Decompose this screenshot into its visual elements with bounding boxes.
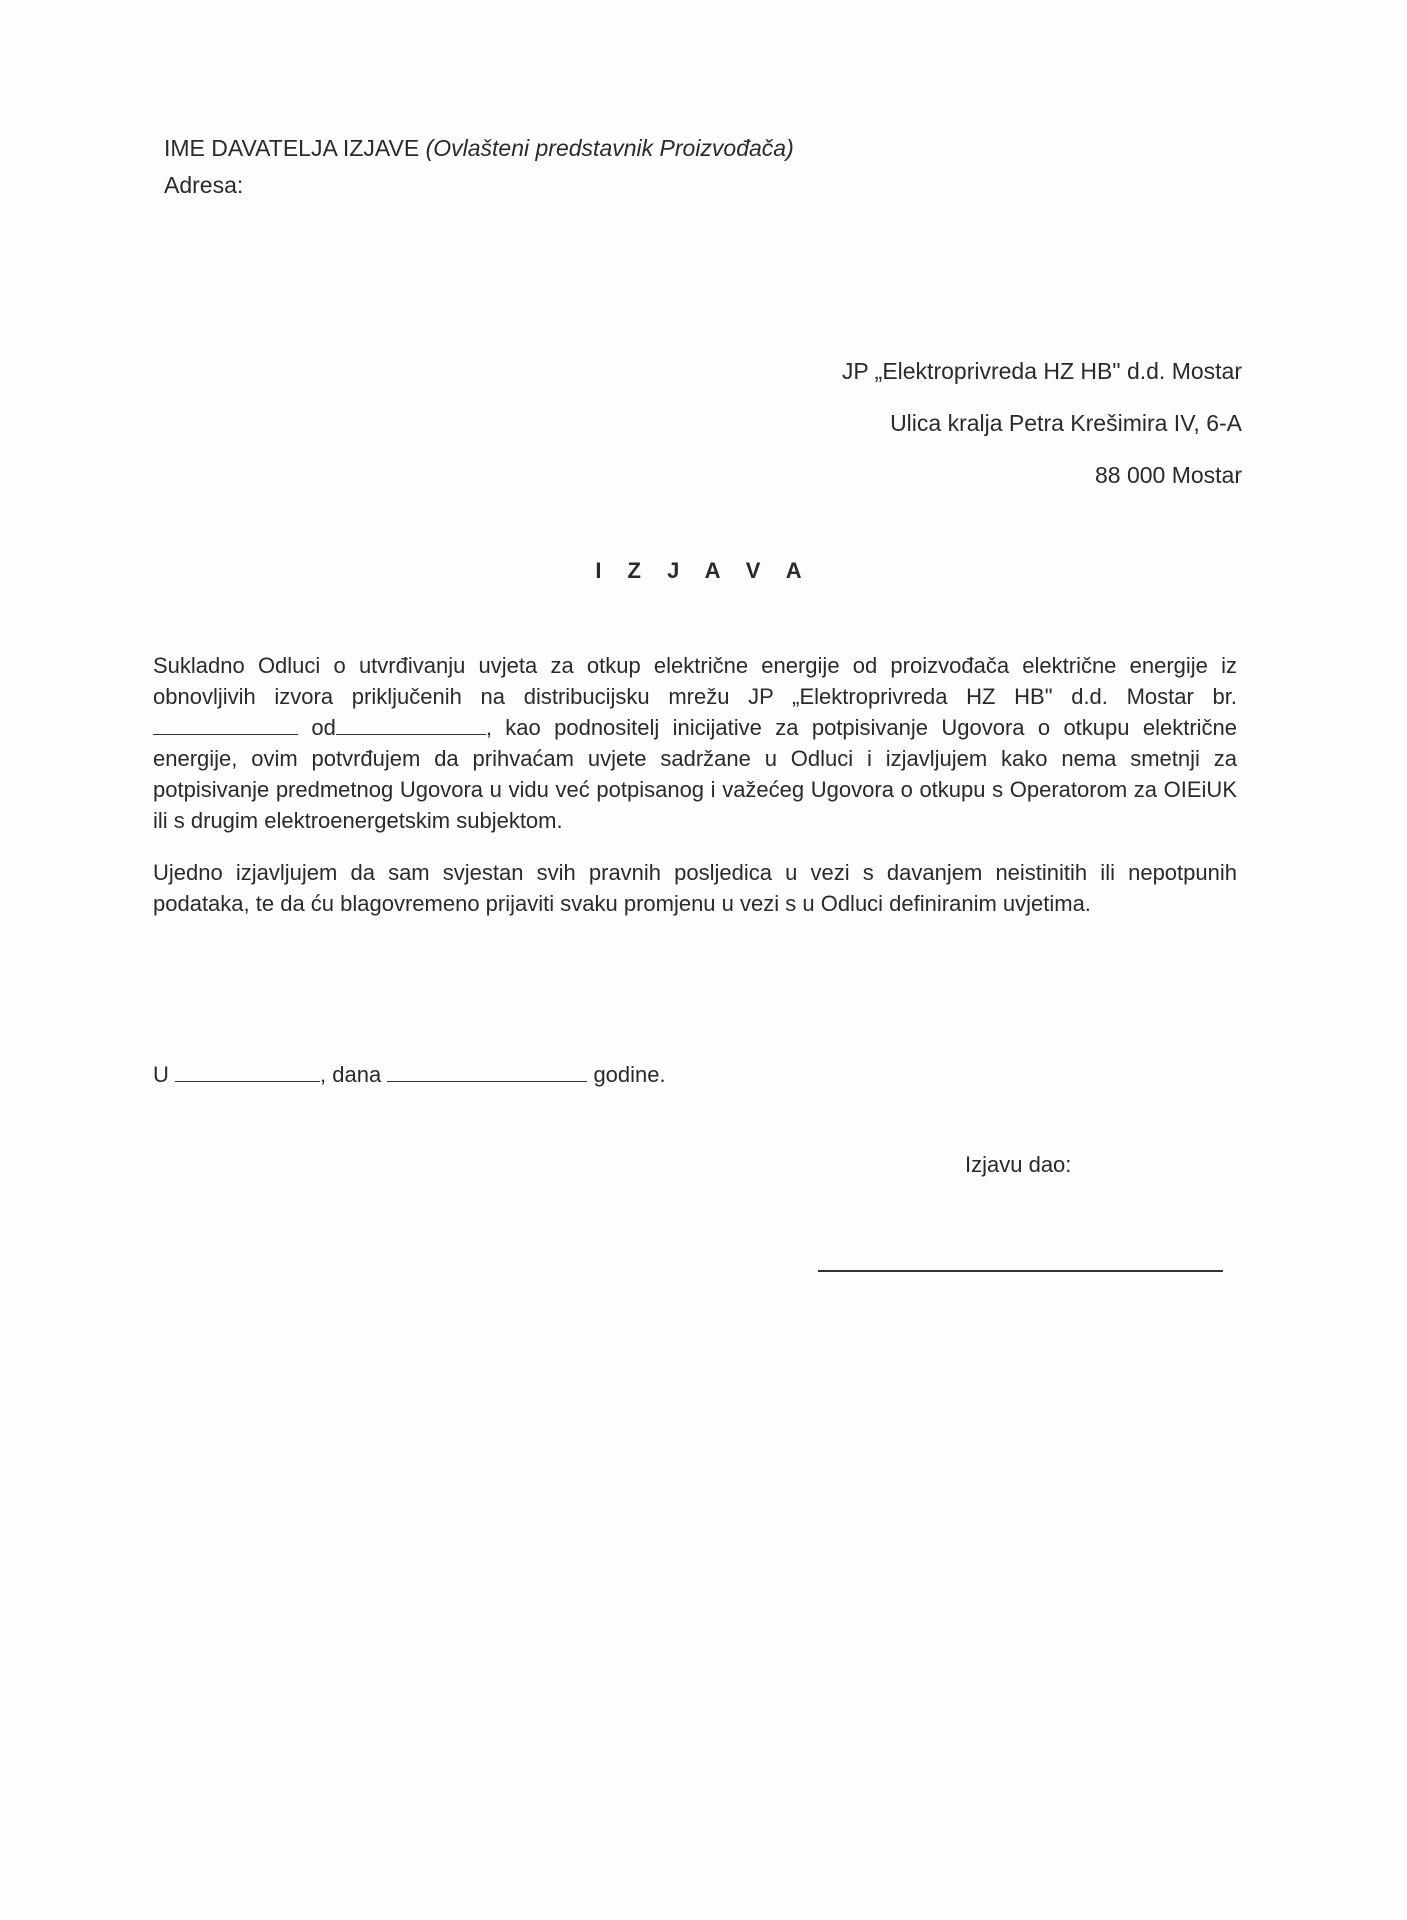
signature-label: Izjavu dao: (965, 1152, 1072, 1177)
address-label: Adresa: (164, 171, 244, 198)
year-suffix: godine. (593, 1062, 666, 1087)
decision-date-blank[interactable] (336, 716, 486, 735)
date-blank[interactable] (387, 1063, 587, 1082)
paragraph-1 (153, 650, 1237, 836)
paragraph-1-part-1: Sukladno Odluci o utvrđivanju uvjeta za otkup električne energije od proizvođača električne energije iz obnovljivih izvora priključenih na distribucijsku mrežu JP „Elektroprivreda HZ HB" d.d. Mostar br. (153, 653, 1237, 709)
sender-block (164, 130, 794, 204)
document-title: I Z J A V A (595, 558, 812, 583)
paragraph-2: Ujedno izjavljujem da sam svjestan svih pravnih posljedica u vezi s davanjem neistinitih ili nepotpunih podataka, te da ću blagovremeno prijaviti svaku promjenu u vezi s u Odluci definiranim uvjetima. (153, 860, 1237, 916)
declarant-line (164, 130, 794, 167)
recipient-line-3: 88 000 Mostar (1094, 462, 1242, 488)
place-date-line (153, 1062, 666, 1088)
signature-line[interactable] (818, 1270, 1223, 1272)
recipient-line-1: JP „Elektroprivreda HZ HB" d.d. Mostar (841, 358, 1242, 384)
decision-number-blank[interactable] (153, 716, 298, 735)
recipient-line-2: Ulica kralja Petra Krešimira IV, 6-A (890, 410, 1242, 436)
date-prefix: , dana (320, 1062, 382, 1087)
paragraph-1-part-3: , kao podnositelj inicijative za potpisivanje Ugovora o otkupu električne energije, ovim potvrđujem da prihvaćam uvjete sadržane u Odluci i izjavljujem kako nema smetnji za potpisivanje predmetnog Ugovora u vidu već potpisanog i važećeg Ugovora o otkupu s Operatorom za OIEiUK ili s drugim elektroenergetskim subjektom. (153, 715, 1237, 833)
declarant-note: (Ovlašteni predstavnik Proizvođača) (425, 135, 794, 161)
paragraph-1-part-2: od (311, 715, 336, 740)
place-blank[interactable] (175, 1063, 320, 1082)
declarant-name: IME DAVATELJA IZJAVE (164, 135, 420, 161)
place-prefix: U (153, 1062, 169, 1087)
recipient-block (842, 345, 1242, 501)
document-body (153, 650, 1237, 940)
